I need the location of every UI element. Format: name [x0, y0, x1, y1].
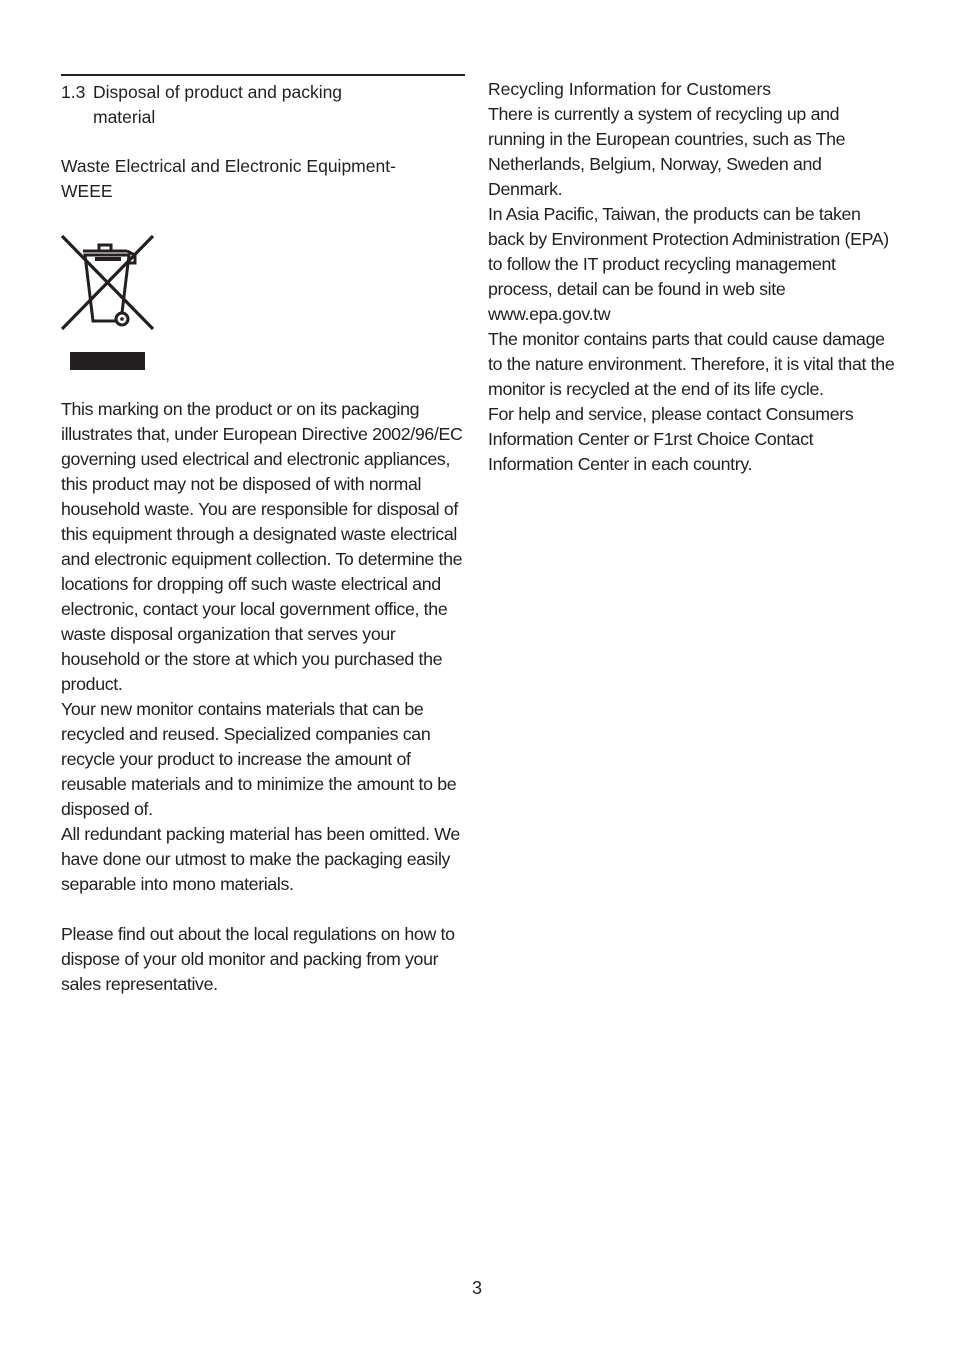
paragraph-gap [61, 897, 467, 922]
section-title: Disposal of product and packing material [93, 82, 343, 127]
crossed-out-wheelie-bin-icon [61, 229, 161, 374]
section-heading [61, 80, 467, 130]
local-regulations-paragraph: Please find out about the local regulations on how to dispose of your old monitor and packing from your sales representative. [61, 924, 455, 994]
weee-paragraph: This marking on the product or on its packaging illustrates that, under European Directive 2002/96/EC governing used electrical and electronic appliances, this product may not be disposed of with normal household waste. You are responsible for disposal of this equipment through a designated waste electrical and electronic equipment collection. To determine the locations for dropping off such waste electrical and electronic, contact your local government office, the waste disposal organization that serves your household or the store at which you purchased the product. [61, 399, 463, 694]
section-divider [61, 74, 465, 76]
europe-recycling-paragraph: There is currently a system of recycling up and running in the European countries, such as The Netherlands, Belgium, Norway, Sweden and Denmark. [488, 104, 846, 199]
asia-pacific-paragraph: In Asia Pacific, Taiwan, the products can be taken back by Environment Protection Administration (EPA) to follow the IT product recycling management process, detail can be found in web site www.epa.gov.tw [488, 204, 889, 324]
help-service-paragraph: For help and service, please contact Consumers Information Center or F1rst Choice Contact Information Center in each country. [488, 404, 854, 474]
recyclable-materials-paragraph: Your new monitor contains materials that can be recycled and reused. Specialized companies can recycle your product to increase the amount of reusable materials and to minimize the amount to be disposed of. [61, 699, 457, 819]
packing-material-paragraph: All redundant packing material has been omitted. We have done our utmost to make the packaging easily separable into mono materials. [61, 824, 460, 894]
recycling-heading: Recycling Information for Customers [488, 79, 772, 99]
weee-symbol [61, 229, 161, 374]
section-number: 1.3 [61, 82, 86, 102]
right-column [488, 77, 898, 477]
page-number: 3 [471, 1278, 482, 1298]
weee-heading: Waste Electrical and Electronic Equipment-WEEE [61, 156, 396, 201]
left-column [61, 74, 467, 997]
environment-paragraph: The monitor contains parts that could cause damage to the nature environment. Therefore, it is vital that the monitor is recycled at the end of its life cycle. [488, 329, 895, 399]
